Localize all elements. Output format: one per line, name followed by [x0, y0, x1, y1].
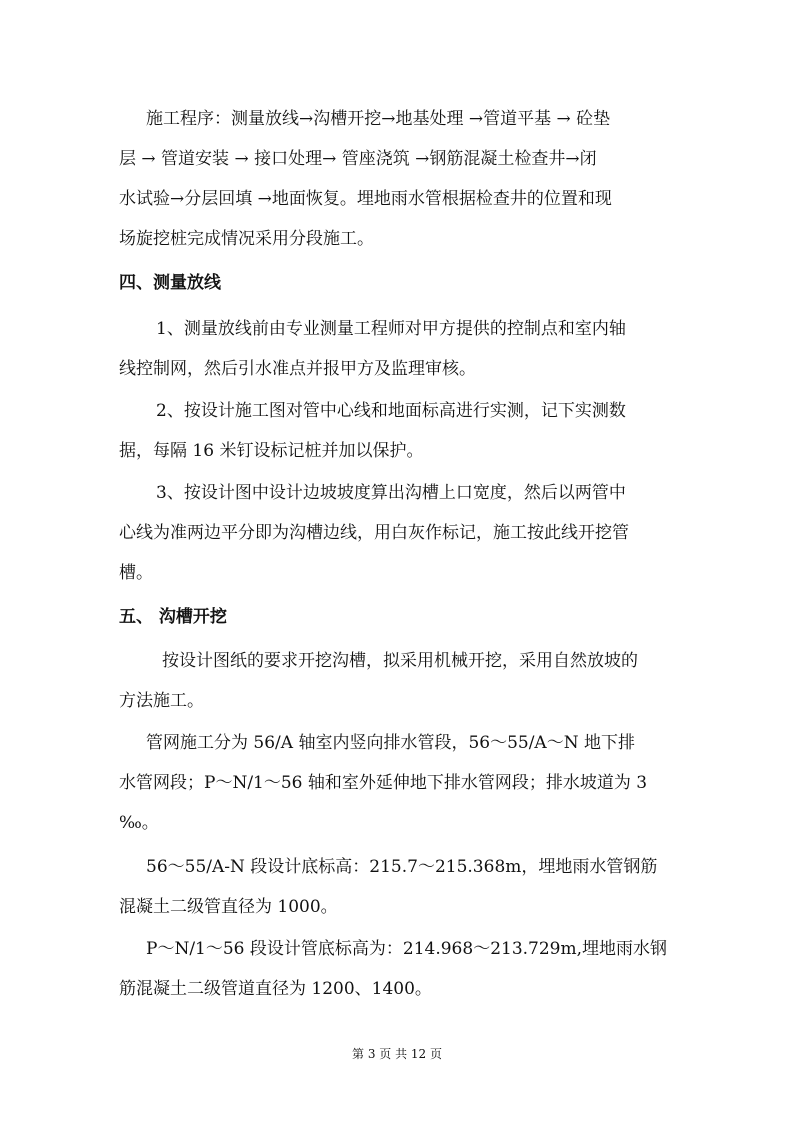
body-text-line: 水管网段；P～N/1～56 轴和室外延伸地下排水管网段；排水坡道为 3	[119, 773, 648, 793]
body-text-line: 槽。	[119, 563, 153, 583]
body-text-line: 按设计图纸的要求开挖沟槽，拟采用机械开挖，采用自然放坡的	[162, 651, 638, 671]
body-text-line: P～N/1～56 段设计管底标高为：214.968～213.729m,埋地雨水钢	[146, 939, 668, 959]
page-number-footer: 第 3 页 共 12 页	[352, 1047, 442, 1061]
body-text-line: 心线为准两边平分即为沟槽边线，用白灰作标记，施工按此线开挖管	[119, 523, 629, 543]
body-text-line: 线控制网，然后引水准点并报甲方及监理审核。	[119, 359, 476, 379]
body-text-line: 3、按设计图中设计边坡坡度算出沟槽上口宽度，然后以两管中	[156, 483, 626, 503]
body-text-line: 1、测量放线前由专业测量工程师对甲方提供的控制点和室内轴	[156, 319, 626, 339]
section-heading-survey: 四、测量放线	[119, 273, 221, 293]
body-text-line: 施工程序：测量放线→沟槽开挖→地基处理 →管道平基 → 砼垫	[146, 109, 611, 129]
body-text-line: ‰。	[119, 813, 159, 833]
body-text-line: 层 → 管道安装 → 接口处理→ 管座浇筑 →钢筋混凝土检查井→闭	[119, 149, 597, 169]
body-text-line: 管网施工分为 56/A 轴室内竖向排水管段，56～55/A～N 地下排	[146, 733, 635, 753]
body-text-line: 水试验→分层回填 →地面恢复。埋地雨水管根据检查井的位置和现	[119, 189, 612, 209]
body-text-line: 方法施工。	[119, 691, 204, 711]
body-text-line: 场旋挖桩完成情况采用分段施工。	[119, 229, 374, 249]
section-heading-trench: 五、 沟槽开挖	[119, 607, 227, 627]
body-text-line: 56～55/A-N 段设计底标高：215.7～215.368m，埋地雨水管钢筋	[146, 857, 658, 877]
body-text-line: 筋混凝土二级管道直径为 1200、1400。	[119, 979, 432, 999]
body-text-line: 据，每隔 16 米钉设标记桩并加以保护。	[119, 441, 424, 461]
body-text-line: 2、按设计施工图对管中心线和地面标高进行实测，记下实测数	[156, 401, 626, 421]
body-text-line: 混凝土二级管直径为 1000。	[119, 897, 338, 917]
